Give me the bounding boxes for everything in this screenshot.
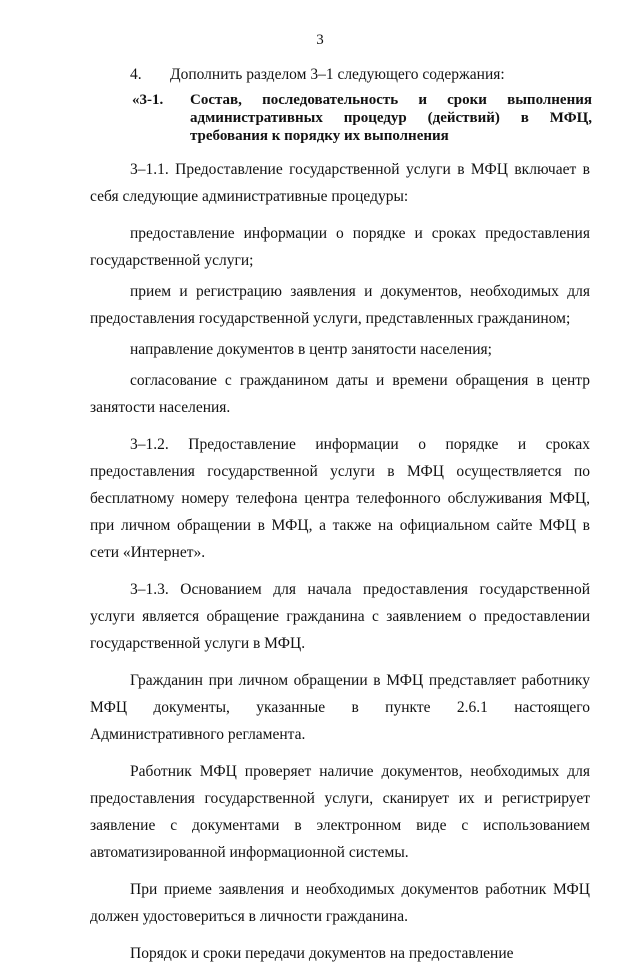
list-item-agreement: согласование с гражданином даты и времени обращения в центр занятости населения.: [90, 372, 590, 416]
paragraph-3-1-1: 3–1.1. Предоставление государственной услуги в МФЦ включает в себя следующие административные процедуры:: [90, 161, 590, 205]
amendment-item: [130, 66, 505, 84]
paragraph-3-1-3: 3–1.3. Основанием для начала предоставления государственной услуги является обращение гражданина с заявлением о предоставлении государственной услуги в МФЦ.: [90, 581, 590, 652]
paragraph-citizen-documents: Гражданин при личном обращении в МФЦ представляет работнику МФЦ документы, указанные в пункте 2.6.1 настоящего Административного регламента.: [90, 672, 590, 743]
amendment-item-text: Дополнить разделом 3–1 следующего содержания:: [170, 66, 505, 83]
paragraph-identity-check: При приеме заявления и необходимых документов работник МФЦ должен удостовериться в личности гражданина.: [90, 881, 590, 925]
amendment-item-number: 4.: [130, 66, 142, 83]
list-item-send-documents: направление документов в центр занятости населения;: [130, 341, 492, 358]
document-body: [90, 156, 590, 971]
paragraph-3-1-2: 3–1.2. Предоставление информации о порядке и сроках предоставления государственной услуги в МФЦ осуществляется по бесплатному номеру телефона центра телефонного обслуживания МФЦ, при личном обращении в МФЦ, а также на официальном сайте МФЦ в сети «Интернет».: [90, 436, 590, 561]
list-item-registration: прием и регистрацию заявления и документов, необходимых для предоставления государственной услуги, представленных гражданином;: [90, 283, 590, 327]
section-title: Состав, последовательность и сроки выполнения административных процедур (действий) в МФЦ, требования к порядку их выполнения: [190, 92, 592, 144]
page-number: 3: [316, 32, 324, 48]
paragraph-transfer-order: Порядок и сроки передачи документов на предоставление: [130, 945, 514, 962]
paragraph-worker-check: Работник МФЦ проверяет наличие документов, необходимых для предоставления государственной услуги, сканирует их и регистрирует заявление с документами в электронном виде с использованием автоматизированной информационной системы.: [90, 763, 590, 861]
list-item-info: предоставление информации о порядке и сроках предоставления государственной услуги;: [90, 225, 590, 269]
section-number: «3-1.: [132, 92, 164, 108]
